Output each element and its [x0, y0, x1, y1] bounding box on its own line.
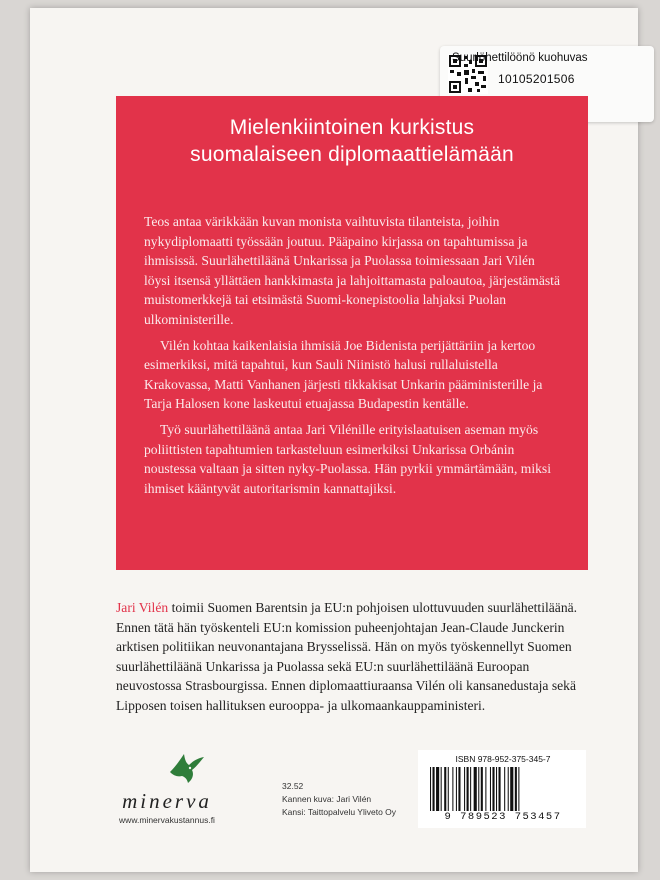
publisher-logo [108, 752, 226, 825]
barcode-icon [430, 767, 578, 811]
blurb-text [144, 212, 564, 504]
blurb-box [116, 96, 588, 570]
sticker-title: Suurlöhettilöönö kuohuvas [452, 52, 588, 64]
blurb-paragraph-2: Vilén kohtaa kaikenlaisia ihmisiä Joe Bidenista perijättäriin ja kertoo esimerkiksi, mitä tapahtui, kun Sauli Niinistö halusi rullaluistella Krakovassa, Matti Vanhanen järjesti tikkakisat Unkarin pääministerille ja Tarja Halosen kone laskeutui etuajassa Budapestin kentälle. [144, 337, 543, 412]
author-bio [116, 598, 586, 716]
publisher-url: www.minervakustannus.fi [119, 815, 215, 825]
blurb-paragraph-3: Työ suurlähettiläänä antaa Jari Vilénille erityislaatuisen aseman myös poliittisten tapahtumien tarkasteluun esimerkiksi Unkarissa Orbánin noustessa valtaan ja sitten nyky-Puolassa. Hän pyrkii ymmärtämään, miksi ihmiset kääntyvät autoritarismin kannattajiksi. [144, 421, 551, 496]
classification-code: 32.52 [282, 781, 304, 791]
credits [282, 780, 432, 819]
author-name: Jari Vilén [116, 600, 169, 615]
isbn-barcode [418, 750, 586, 828]
isbn-text: ISBN 978-952-375-345-7 [455, 754, 551, 764]
sticker-code: 10105201506 [498, 72, 575, 86]
cover-photo-credit: Kannen kuva: Jari Vilén [282, 794, 372, 804]
author-bio-text: toimii Suomen Barentsin ja EU:n pohjoisen ulottuvuuden suurlähettiläänä. Ennen tätä hän työskenteli EU:n komission puheenjohtajan Jean-Claude Junckerin arktisen politiikan neuvonantajana Brysselissä. Hän on myös työskennellyt Suomen suurlähettiläänä Unkarissa ja Puolassa sekä EU:n suurlähettiläänä Euroopan neuvostossa Strasbourgissa. Ennen diplomaattiuraansa Vilén oli kansanedustaja sekä Lipposen toisen hallituksen eurooppa- ja ulkomaankauppaministeri. [116, 600, 578, 713]
bird-logo-icon [166, 752, 206, 786]
headline-line-1: Mielenkiintoinen kurkistus [229, 116, 475, 139]
headline [116, 114, 588, 168]
cover-design-credit: Kansi: Taittopalvelu Yliveto Oy [282, 807, 397, 817]
publisher-name: minerva [122, 789, 212, 813]
headline-line-2: suomalaiseen diplomaattielämään [190, 143, 514, 166]
blurb-paragraph-1: Teos antaa värikkään kuvan monista vaihtuvista tilanteista, joihin nykydiplomaatti työssään joutuu. Pääpaino kirjassa on tapahtumissa ja ihmisissä. Suurlähettiläänä Unkarissa ja Puolassa toimiessaan Jari Vilén löysi itsensä yllättäen hankkimasta ja lahjoittamasta paloautoa, järjestämästä muistomerkkejä tai etsimästä Suomi-konepistoolia lahjaksi Puolan ulkoministerille. [144, 214, 560, 327]
ean-number: 9 789523 753457 [444, 811, 562, 823]
